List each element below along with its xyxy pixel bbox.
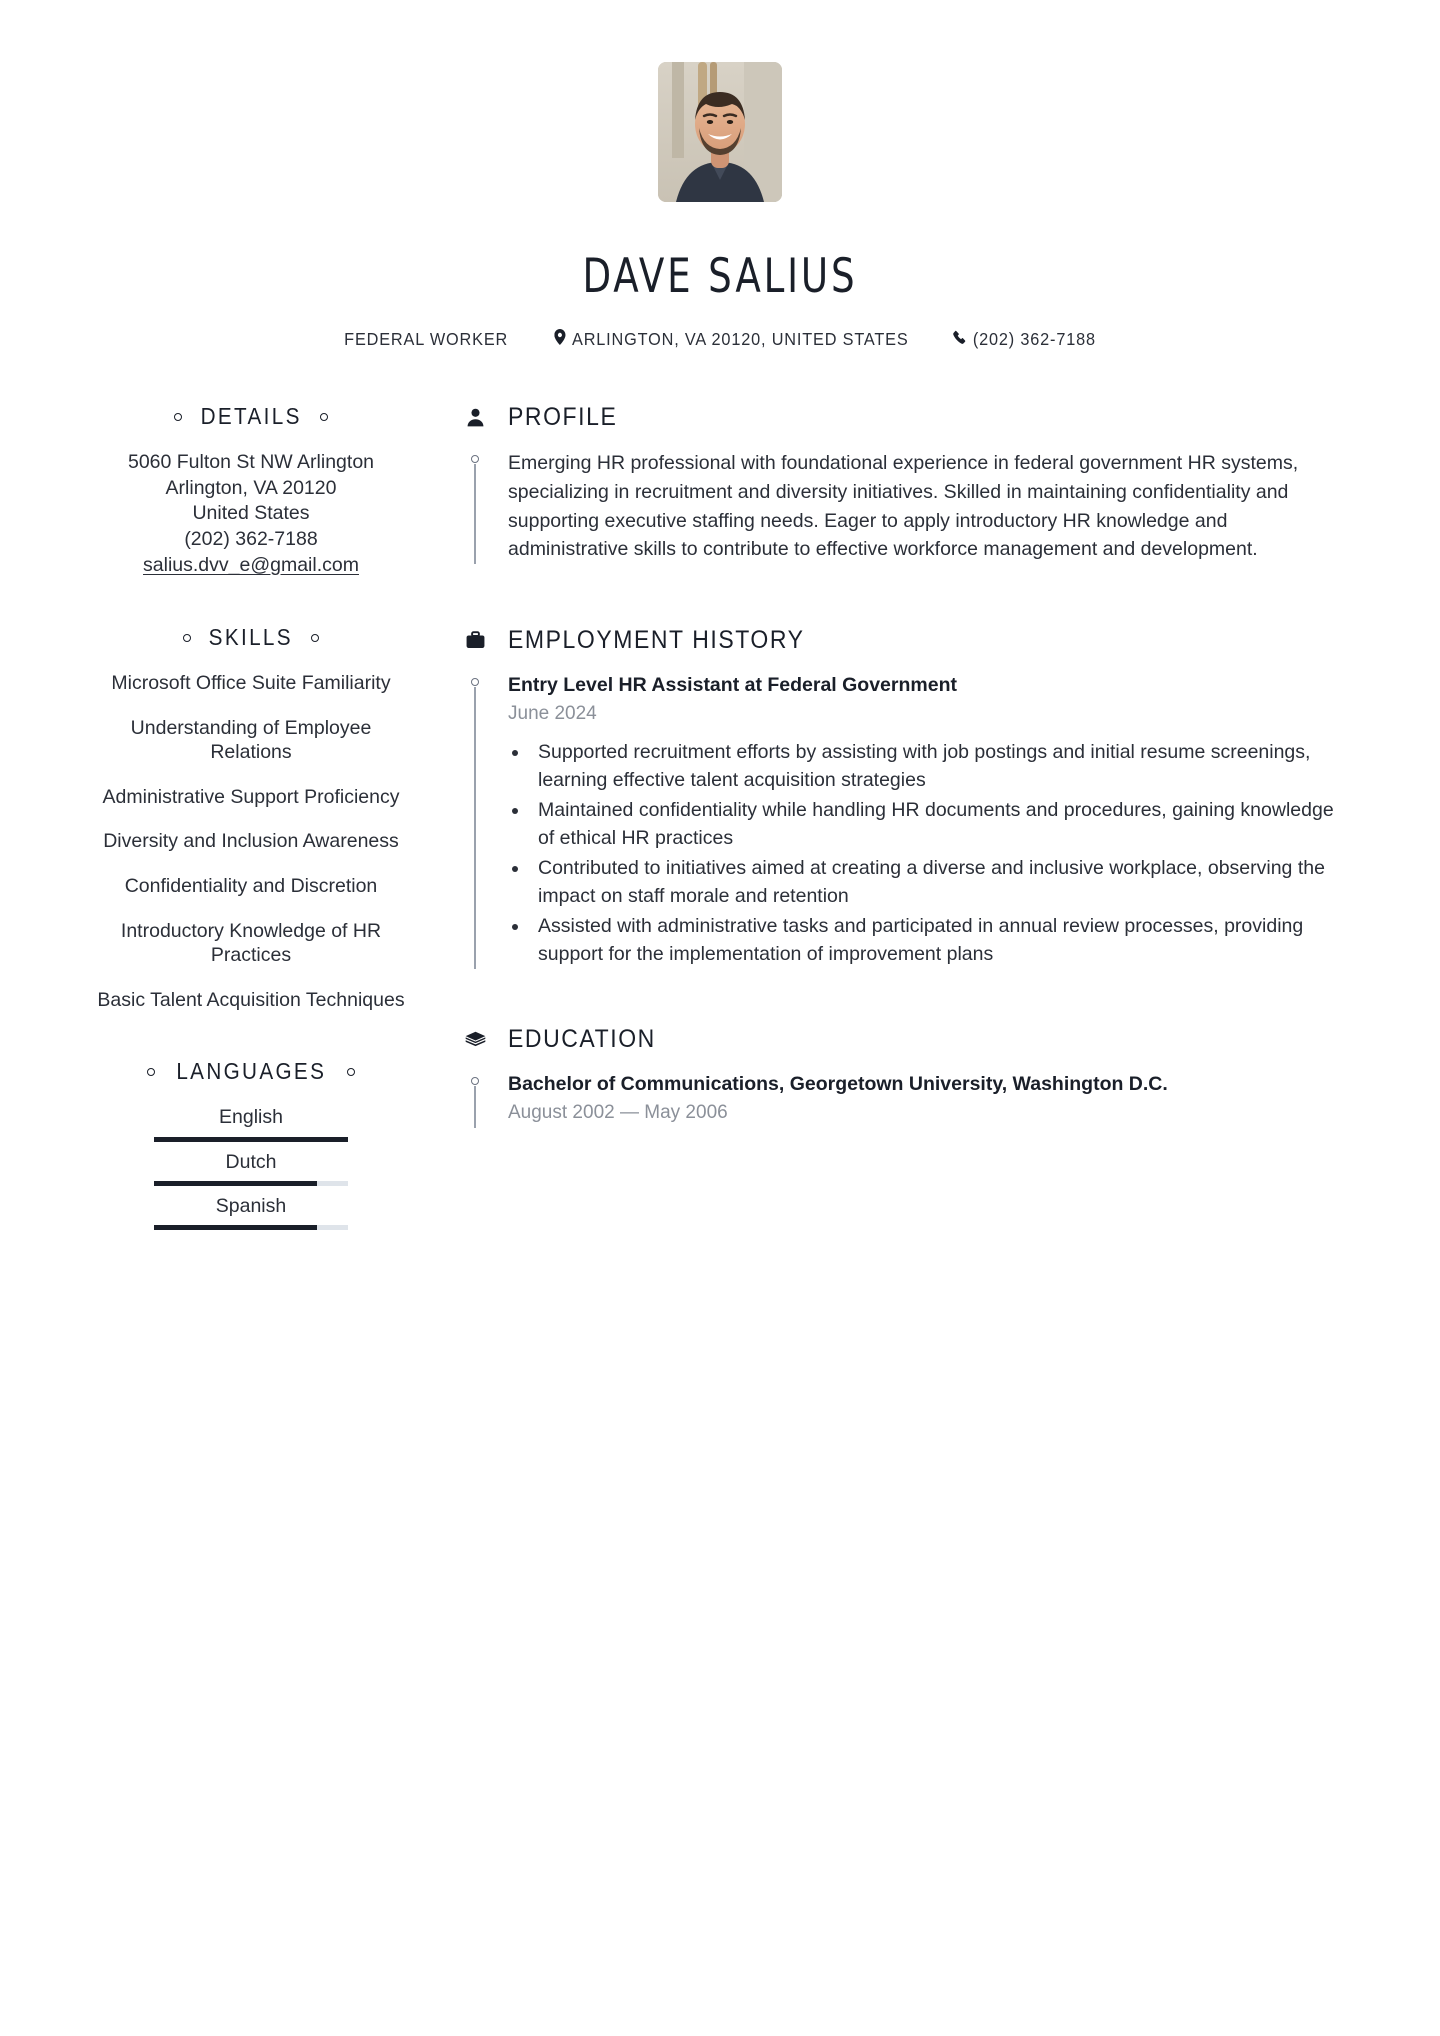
circle-bullet-icon: [147, 1068, 155, 1076]
timeline-line: [474, 1086, 475, 1128]
languages-heading-text: LANGUAGES: [176, 1058, 326, 1085]
education-heading: [464, 1025, 1344, 1054]
profile-text: Emerging HR professional with foundational experience in federal government HR systems, specializing in recruitment and diversity initiatives. Skilled in maintaining confidentiality and supporting executive staffing needs. Eager to apply introductory HR knowledge and administrative skills to contribute to effective workforce management and development.: [508, 452, 1299, 561]
profile-heading: [464, 403, 1344, 432]
detail-address-line1: 5060 Fulton St NW Arlington: [127, 451, 375, 474]
detail-address-line2: Arlington, VA 20120: [165, 476, 337, 499]
sidebar: [96, 403, 406, 1238]
list-item: • Supported recruitment efforts by assisting with job postings and initial resume screenings, learning effective talent acquisition strategies: [530, 738, 1338, 795]
timeline-marker: [468, 455, 482, 564]
employment-heading: [464, 626, 1344, 655]
language-name: English: [219, 1106, 283, 1129]
contact-job-title-text: FEDERAL WORKER: [344, 329, 509, 350]
languages-heading: [96, 1058, 406, 1085]
list-item: • Maintained confidentiality while handling HR documents and procedures, gaining knowledge of ethical HR practices: [530, 796, 1338, 853]
sidebar-section-skills: [96, 624, 406, 1012]
timeline-line: [474, 464, 475, 564]
contact-location-text: ARLINGTON, VA 20120, UNITED STATES: [571, 329, 909, 350]
spacer: [96, 1012, 406, 1058]
detail-email-link[interactable]: salius.dvv_e@gmail.com: [143, 553, 359, 576]
language-level-bar: [154, 1181, 348, 1186]
skills-heading-text: SKILLS: [208, 624, 294, 651]
degree-title: Bachelor of Communications, Georgetown University, Washington D.C.: [508, 1072, 1168, 1095]
list-item: • Contributed to initiatives aimed at creating a diverse and inclusive workplace, observing the impact on staff morale and retention: [530, 854, 1338, 911]
education-entry: [464, 1071, 1344, 1126]
list-item: [96, 1105, 406, 1141]
spacer: [464, 975, 1344, 1025]
timeline-dot-icon: [471, 678, 479, 686]
phone-icon: [953, 329, 967, 350]
contact-phone: [953, 329, 1096, 350]
circle-bullet-icon: [347, 1068, 355, 1076]
profile-heading-text: PROFILE: [508, 403, 618, 432]
circle-bullet-icon: [311, 634, 319, 642]
employment-heading-text: EMPLOYMENT HISTORY: [508, 625, 805, 654]
language-level-fill: [154, 1137, 348, 1142]
list-item: [96, 1150, 406, 1186]
avatar: [658, 62, 782, 202]
language-name: Spanish: [215, 1194, 287, 1217]
language-name: Dutch: [225, 1150, 277, 1173]
list-item: Introductory Knowledge of HR Practices: [120, 919, 382, 967]
list-item: Understanding of Employee Relations: [130, 716, 372, 764]
spacer: [96, 578, 406, 624]
job-title: Entry Level HR Assistant at Federal Government: [508, 673, 957, 696]
language-level-fill: [154, 1181, 317, 1186]
contact-location: [554, 329, 908, 350]
sidebar-section-details: [96, 403, 406, 577]
language-level-bar: [154, 1225, 348, 1230]
map-pin-icon: [554, 329, 565, 350]
language-level-fill: [154, 1225, 317, 1230]
languages-list: [96, 1105, 406, 1230]
resume-columns: [0, 350, 1440, 1238]
section-education: [464, 1025, 1344, 1126]
person-icon: [464, 408, 486, 427]
employment-entry: [464, 672, 1344, 969]
spacer: [464, 570, 1344, 626]
timeline-marker: [468, 1077, 482, 1126]
briefcase-icon: [464, 631, 486, 649]
details-heading-text: DETAILS: [200, 403, 302, 430]
list-item: Administrative Support Proficiency: [102, 785, 400, 808]
contact-phone-text: (202) 362-7188: [973, 329, 1097, 350]
detail-phone: (202) 362-7188: [184, 528, 318, 551]
details-body: [96, 450, 406, 577]
avatar-photo: [658, 62, 782, 202]
job-date: June 2024: [508, 703, 597, 725]
skills-heading: [96, 624, 406, 651]
job-bullets: [508, 738, 1338, 969]
contact-job-title: [344, 329, 508, 350]
page-title: DAVE SALIUS: [582, 249, 858, 304]
graduation-cap-icon: [464, 1031, 486, 1048]
skills-list: [96, 671, 406, 1012]
main-content: [406, 403, 1344, 1131]
details-heading: [96, 403, 406, 430]
list-item: Confidentiality and Discretion: [124, 874, 378, 897]
list-item: Microsoft Office Suite Familiarity: [111, 672, 391, 695]
list-item: Basic Talent Acquisition Techniques: [97, 988, 405, 1011]
circle-bullet-icon: [320, 413, 328, 421]
degree-date: August 2002 — May 2006: [508, 1101, 728, 1123]
section-employment-history: [464, 626, 1344, 969]
timeline-line: [474, 687, 475, 969]
education-heading-text: EDUCATION: [508, 1024, 656, 1053]
list-item: [96, 1194, 406, 1230]
section-profile: [464, 403, 1344, 564]
timeline-dot-icon: [471, 1077, 479, 1085]
sidebar-section-languages: [96, 1058, 406, 1230]
circle-bullet-icon: [174, 413, 182, 421]
list-item: Diversity and Inclusion Awareness: [103, 830, 399, 853]
timeline-marker: [468, 678, 482, 969]
profile-entry: [464, 449, 1344, 564]
circle-bullet-icon: [183, 634, 191, 642]
resume-header: [0, 0, 1440, 350]
detail-country: United States: [192, 502, 310, 525]
language-level-bar: [154, 1137, 348, 1142]
contact-line: [0, 329, 1440, 350]
timeline-dot-icon: [471, 455, 479, 463]
list-item: • Assisted with administrative tasks and participated in annual review processes, providing support for the implementation of improvement plans: [530, 912, 1338, 969]
